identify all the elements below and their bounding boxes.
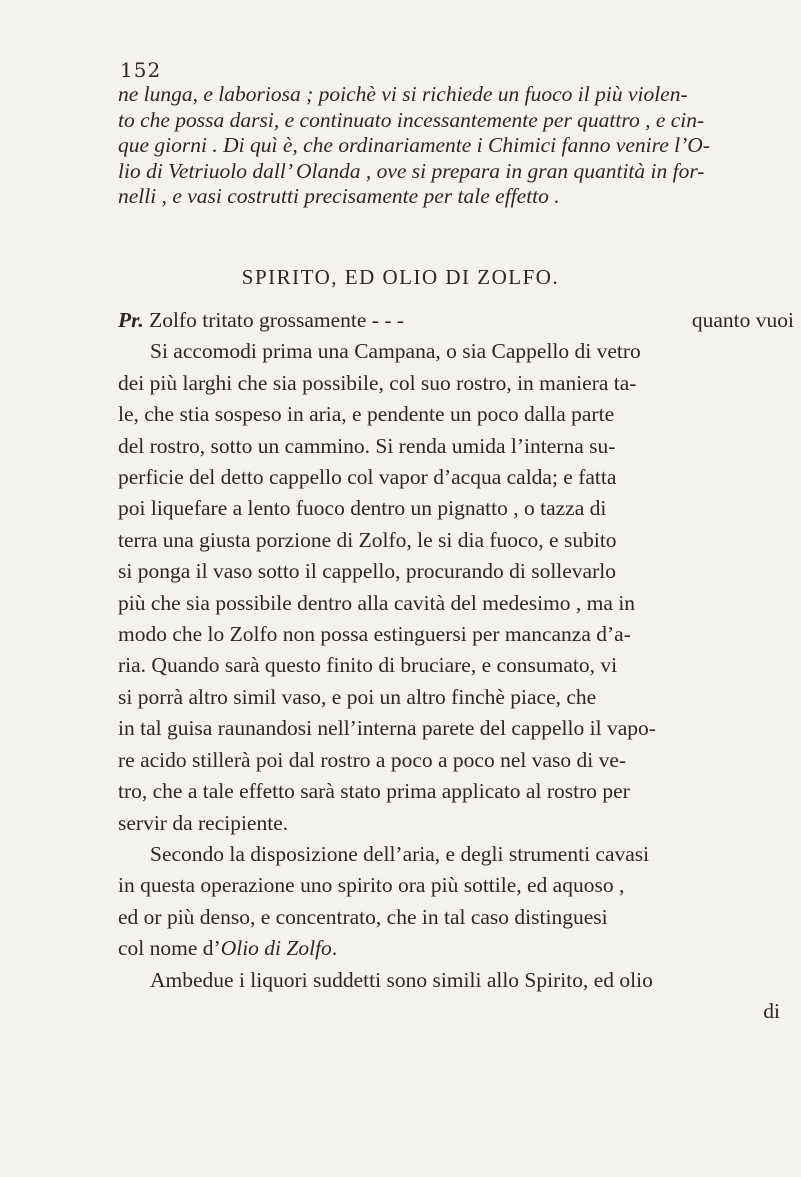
text-line: modo che lo Zolfo non possa estinguersi per mancanza d’a- <box>118 622 631 647</box>
text-line: si ponga il vaso sotto il cappello, procurando di sollevarlo <box>118 559 616 584</box>
text-line: Si accomodi prima una Campana, o sia Cappello di vetro <box>150 339 641 364</box>
text-line: poi liquefare a lento fuoco dentro un pignatto , o tazza di <box>118 496 607 521</box>
text-fragment: col nome d’ <box>118 936 221 961</box>
recipe-amount: quanto vuoi <box>691 308 794 332</box>
text-line: si porrà altro simil vaso, e poi un altro finchè piace, che <box>118 684 597 709</box>
text-line <box>118 933 798 964</box>
catchword: di <box>763 998 780 1023</box>
text-line: to che possa darsi, e continuato incessantemente per quattro , e cin- <box>118 107 705 132</box>
text-line: que giorni . Di quì è, che ordinariamente i Chimici fanno venire l’O- <box>118 133 710 157</box>
text-line: ria. Quando sarà questo finito di bruciare, e consumato, vi <box>118 653 618 678</box>
recipe-prefix: Pr. <box>118 308 144 332</box>
text-line: in questa operazione uno spirito ora più sottile, ed aquoso , <box>118 873 625 898</box>
section-title: SPIRITO, ED OLIO DI ZOLFO. <box>241 265 560 289</box>
section-body <box>118 305 798 1027</box>
text-line: in tal guisa raunandosi nell’interna parete del cappello il vapo- <box>118 716 656 741</box>
text-line: terra una giusta porzione di Zolfo, le si dia fuoco, e subito <box>118 527 617 552</box>
text-line: dei più larghi che sia possibile, col suo rostro, in maniera ta- <box>118 370 637 395</box>
page-number: 152 <box>120 58 162 82</box>
text-line: Secondo la disposizione dell’aria, e degli strumenti cavasi <box>150 841 650 866</box>
recipe-item: Zolfo tritato grossamente - - - <box>149 308 405 332</box>
text-line: Ambedue i liquori suddetti sono simili allo Spirito, ed olio <box>150 967 653 992</box>
text-line: nelli , e vasi costrutti precisamente per tale effetto . <box>118 184 560 208</box>
text-line: servir da recipiente. <box>118 810 289 835</box>
text-line: più che sia possibile dentro alla cavità del medesimo , ma in <box>118 590 636 615</box>
text-line: del rostro, sotto un cammino. Si renda umida l’interna su- <box>118 433 616 458</box>
text-line: ed or più denso, e concentrato, che in tal caso distinguesi <box>118 904 608 929</box>
text-line: ne lunga, e laboriosa ; poichè vi si richiede un fuoco il più violen- <box>118 82 688 106</box>
text-fragment: . <box>331 936 338 961</box>
text-line: re acido stillerà poi dal rostro a poco a poco nel vaso di ve- <box>118 747 627 772</box>
paragraph-2 <box>118 839 798 965</box>
text-line: le, che stia sospeso in aria, e pendente un poco dalla parte <box>118 402 615 427</box>
paragraph-3 <box>118 965 798 996</box>
text-line: perficie del detto cappello col vapor d’acqua calda; e fatta <box>118 465 617 490</box>
paragraph-1 <box>118 336 798 839</box>
intro-paragraph <box>118 82 758 210</box>
text-line: tro, che a tale effetto sarà stato prima applicato al rostro per <box>118 779 630 804</box>
recipe-line <box>118 305 794 336</box>
text-line: lio di Vetriuolo dall’ Olanda , ove si prepara in gran quantità in for- <box>118 158 705 183</box>
italic-term: Olio di Zolfo <box>220 936 332 961</box>
